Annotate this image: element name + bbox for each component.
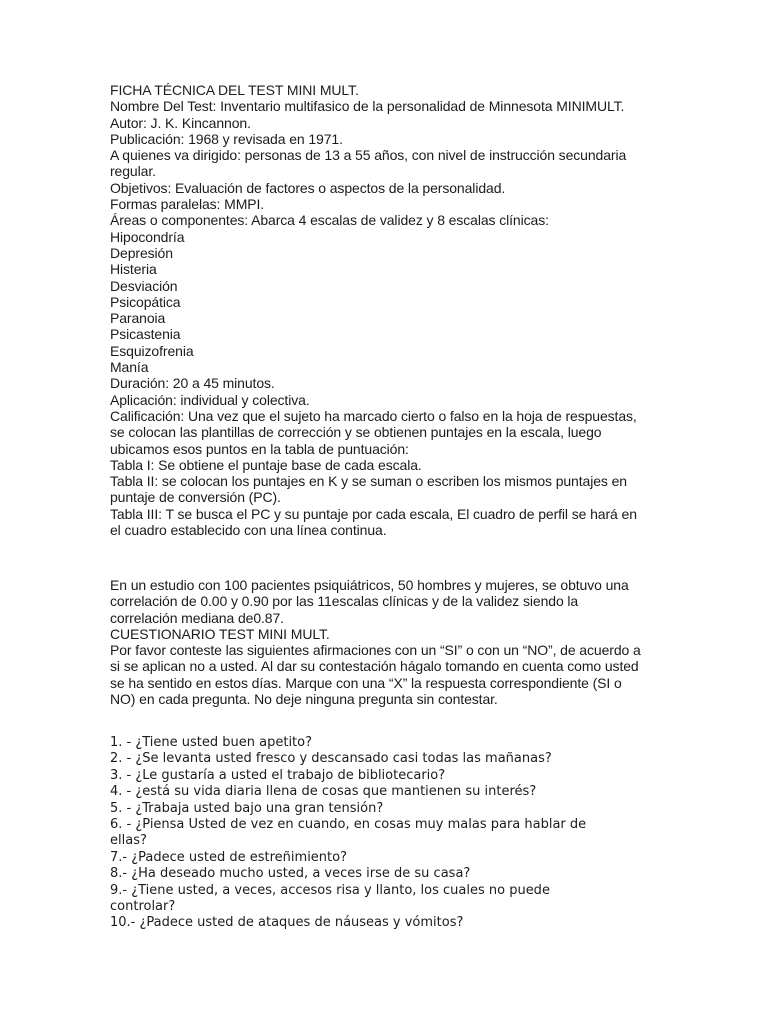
question-item: 8.- ¿Ha deseado mucho usted, a veces irse de su casa?: [110, 866, 471, 882]
scale-item: Psicopática: [110, 293, 181, 310]
scale-item: Desviación: [110, 277, 178, 294]
question-item: 3. - ¿Le gustaría a usted el trabajo de bibliotecario?: [110, 767, 446, 783]
question-item: 6. - ¿Piensa Usted de vez en cuando, en cosas muy malas para hablar de ellas?: [110, 817, 587, 849]
scale-item: Manía: [110, 359, 149, 376]
parallel-forms-line: Formas paralelas: MMPI.: [110, 196, 265, 213]
publication-line: Publicación: 1968 y revisada en 1971.: [110, 130, 343, 147]
question-item: 1. - ¿Tiene usted buen apetito?: [110, 735, 313, 750]
table-3-line: Tabla III: T se busca el PC y su puntaje por cada escala, El cuadro de perfil se hará en el cuadro establecido con una línea continua.: [110, 505, 637, 539]
questions-list: [110, 735, 650, 932]
question-item: 5. - ¿Trabaja usted bajo una gran tensión?: [110, 800, 384, 816]
question-item: 4. - ¿está su vida diaria llena de cosas que mantienen su interés?: [110, 784, 537, 800]
question-item: 7.- ¿Padece usted de estreñimiento?: [110, 849, 347, 865]
application-line: Aplicación: individual y colectiva.: [110, 391, 310, 408]
technical-sheet: [110, 82, 658, 538]
sheet-title: FICHA TÉCNICA DEL TEST MINI MULT.: [110, 82, 359, 98]
test-name-line: Nombre Del Test: Inventario multifasico de la personalidad de Minnesota MINIMULT.: [110, 98, 625, 115]
author-line: Autor: J. K. Kincannon.: [110, 114, 251, 131]
areas-line: Áreas o componentes: Abarca 4 escalas de validez y 8 escalas clínicas:: [110, 212, 549, 229]
target-audience-line: A quienes va dirigido: personas de 13 a 55 años, con nivel de instrucción secundaria regular.: [110, 147, 627, 180]
scale-item: Esquizofrenia: [110, 342, 194, 359]
scale-item: Psicastenia: [110, 326, 181, 343]
question-item: 9.- ¿Tiene usted, a veces, accesos risa y llanto, los cuales no puede controlar?: [110, 882, 550, 915]
question-item: 2. - ¿Se levanta usted fresco y descansado casi todas las mañanas?: [110, 751, 552, 767]
study-section: [110, 577, 658, 707]
questionnaire-title: CUESTIONARIO TEST MINI MULT.: [110, 625, 330, 642]
table-2-line: Tabla II: se colocan los puntajes en K y se suman o escriben los mismos puntajes en puntaje de conversión (PC).: [110, 473, 627, 506]
duration-line: Duración: 20 a 45 minutos.: [110, 375, 275, 392]
scale-item: Depresión: [110, 244, 173, 261]
objectives-line: Objetivos: Evaluación de factores o aspectos de la personalidad.: [110, 179, 506, 196]
table-1-line: Tabla I: Se obtiene el puntaje base de cada escala.: [110, 456, 422, 473]
scale-item: Paranoia: [110, 310, 166, 327]
scale-item: Hipocondría: [110, 228, 185, 245]
question-item: 10.- ¿Padece usted de ataques de náuseas y vómitos?: [110, 915, 464, 931]
scoring-paragraph: Calificación: Una vez que el sujeto ha marcado cierto o falso en la hoja de respuestas, se colocan las plantillas de corrección y se obtienen puntajes en la escala, luego ubicamos esos puntos en la tabla de puntuación:: [110, 407, 637, 457]
study-paragraph: En un estudio con 100 pacientes psiquiátricos, 50 hombres y mujeres, se obtuvo una correlación de 0.00 y 0.90 por las 11escalas clínicas y de la validez siendo la correlación mediana de0.87.: [110, 577, 629, 626]
scale-item: Histeria: [110, 261, 157, 278]
instructions-paragraph: Por favor conteste las siguientes afirmaciones con un “SI” o con un “NO”, de acuerdo a si se aplican no a usted. Al dar su contestación hágalo tomando en cuenta como usted se ha sentido en estos días. Marque con una “X” la respuesta correspondiente (SI o NO) en cada pregunta. No deje ninguna pregunta sin contestar.: [110, 642, 641, 708]
